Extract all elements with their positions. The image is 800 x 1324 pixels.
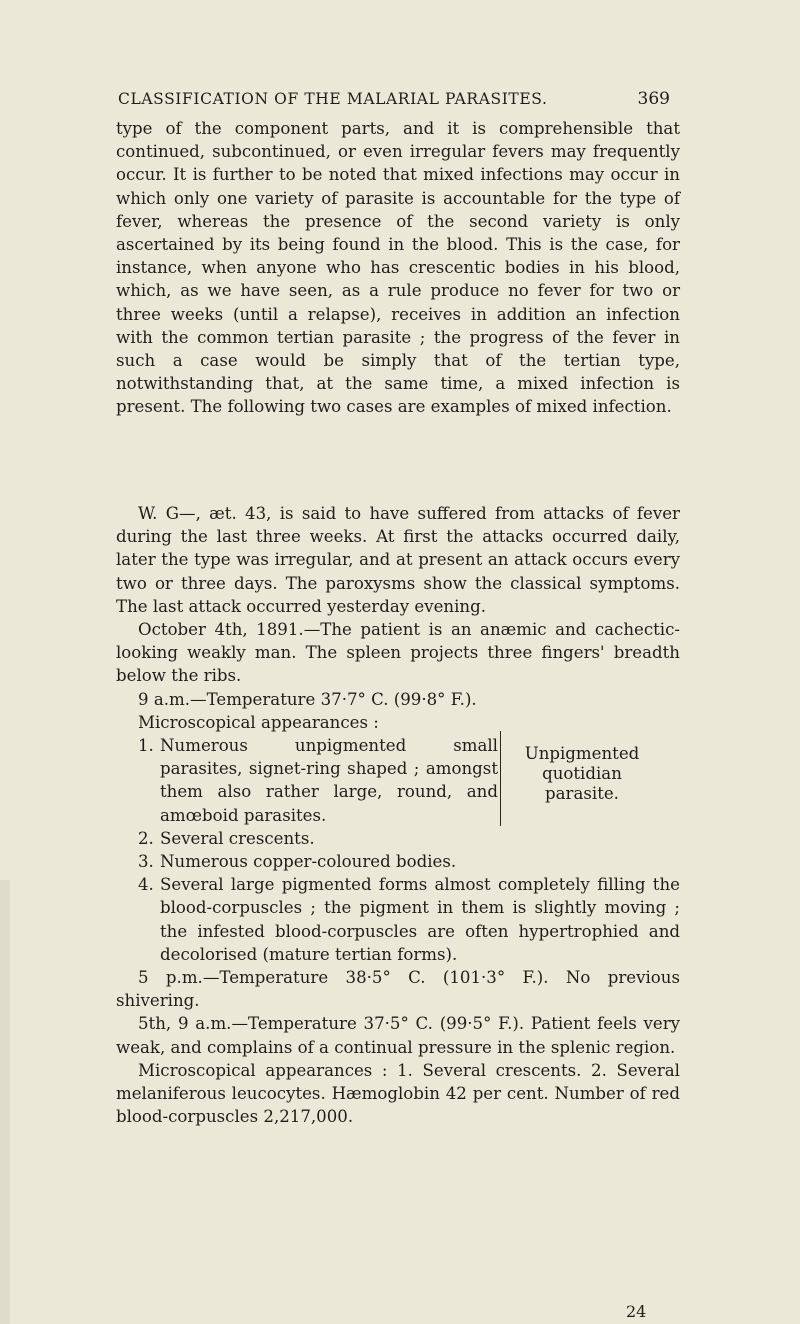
case-report [116,502,680,1128]
intro-paragraph [116,117,680,419]
item-number: 4. [138,875,154,895]
brace-annotation: Unpigmented quotidian parasite. [524,744,640,804]
item-text: Several large pigmented forms almost completely filling the blood-corpuscles ; the pigment in them is slightly moving ; the infested blood-corpuscles are often hypertrophied and decolorised (mature tertian forms). [160,875,680,964]
list-item [138,734,498,827]
case-oct4: October 4th, 1891.—The patient is an anæmic and cachectic-looking weakly man. The spleen projects three fingers' breadth below the ribs. [116,620,680,686]
running-header [118,89,670,109]
item-number: 1. [138,736,154,756]
case-5pm: 5 p.m.—Temperature 38·5° C. (101·3° F.). No previous shivering. [116,968,680,1011]
case-5th: 5th, 9 a.m.—Temperature 37·5° C. (99·5° F.). Patient feels very weak, and complains of a continual pressure in the splenic region. [116,1014,680,1057]
item-text: Several crescents. [160,828,315,848]
list-item [138,850,498,873]
intro-text: type of the component parts, and it is comprehensible that continued, subcontinued, or even irregular fevers may frequently occur. It is further to be noted that mixed infections may occur in which only one variety of parasite is accountable for the type of fever, whereas the presence of the second variety is only ascertained by its being found in the blood. This is the case, for instance, when anyone who has crescentic bodies in his blood, which, as we have seen, as a rule produce no fever for two or three weeks (until a relapse), receives in addition an infection with the common tertian parasite ; the progress of the fever in such a case would be simply that of the tertian type, notwithstanding that, at the same time, a mixed infection is present. The following two cases are examples of mixed infection. [116,119,680,417]
findings-list [138,734,680,966]
case-history: W. G—, æt. 43, is said to have suffered from attacks of fever during the last three weeks. At first the attacks occurred daily, later the type was irregular, and at present an attack occurs every two or three days. The paroxysms show the classical symptoms. The last attack occurred yesterday evening. [116,504,680,616]
item-number: 2. [138,828,154,848]
list-item [138,873,680,966]
page-shadow [0,880,10,1324]
item-text: Numerous unpigmented small parasites, signet-ring shaped ; amongst them also rather large, round, and amœboid parasites. [160,736,498,825]
item-text: Numerous copper-coloured bodies. [160,852,457,872]
curly-brace [486,731,501,826]
list-item [138,827,498,850]
case-9am: 9 a.m.—Temperature 37·7° C. (99·8° F.). [138,689,477,709]
running-title: CLASSIFICATION OF THE MALARIAL PARASITES. [118,90,548,108]
bracketed-findings [138,734,640,873]
page-number: 369 [637,89,670,109]
case-5th-micro: Microscopical appearances : 1. Several crescents. 2. Several melaniferous leucocytes. Hæmoglobin 42 per cent. Number of red blood-corpuscles 2,217,000. [116,1060,680,1127]
item-number: 3. [138,852,154,872]
signature-mark: 24 [626,1302,647,1321]
micro-heading: Microscopical appearances : [138,712,379,732]
